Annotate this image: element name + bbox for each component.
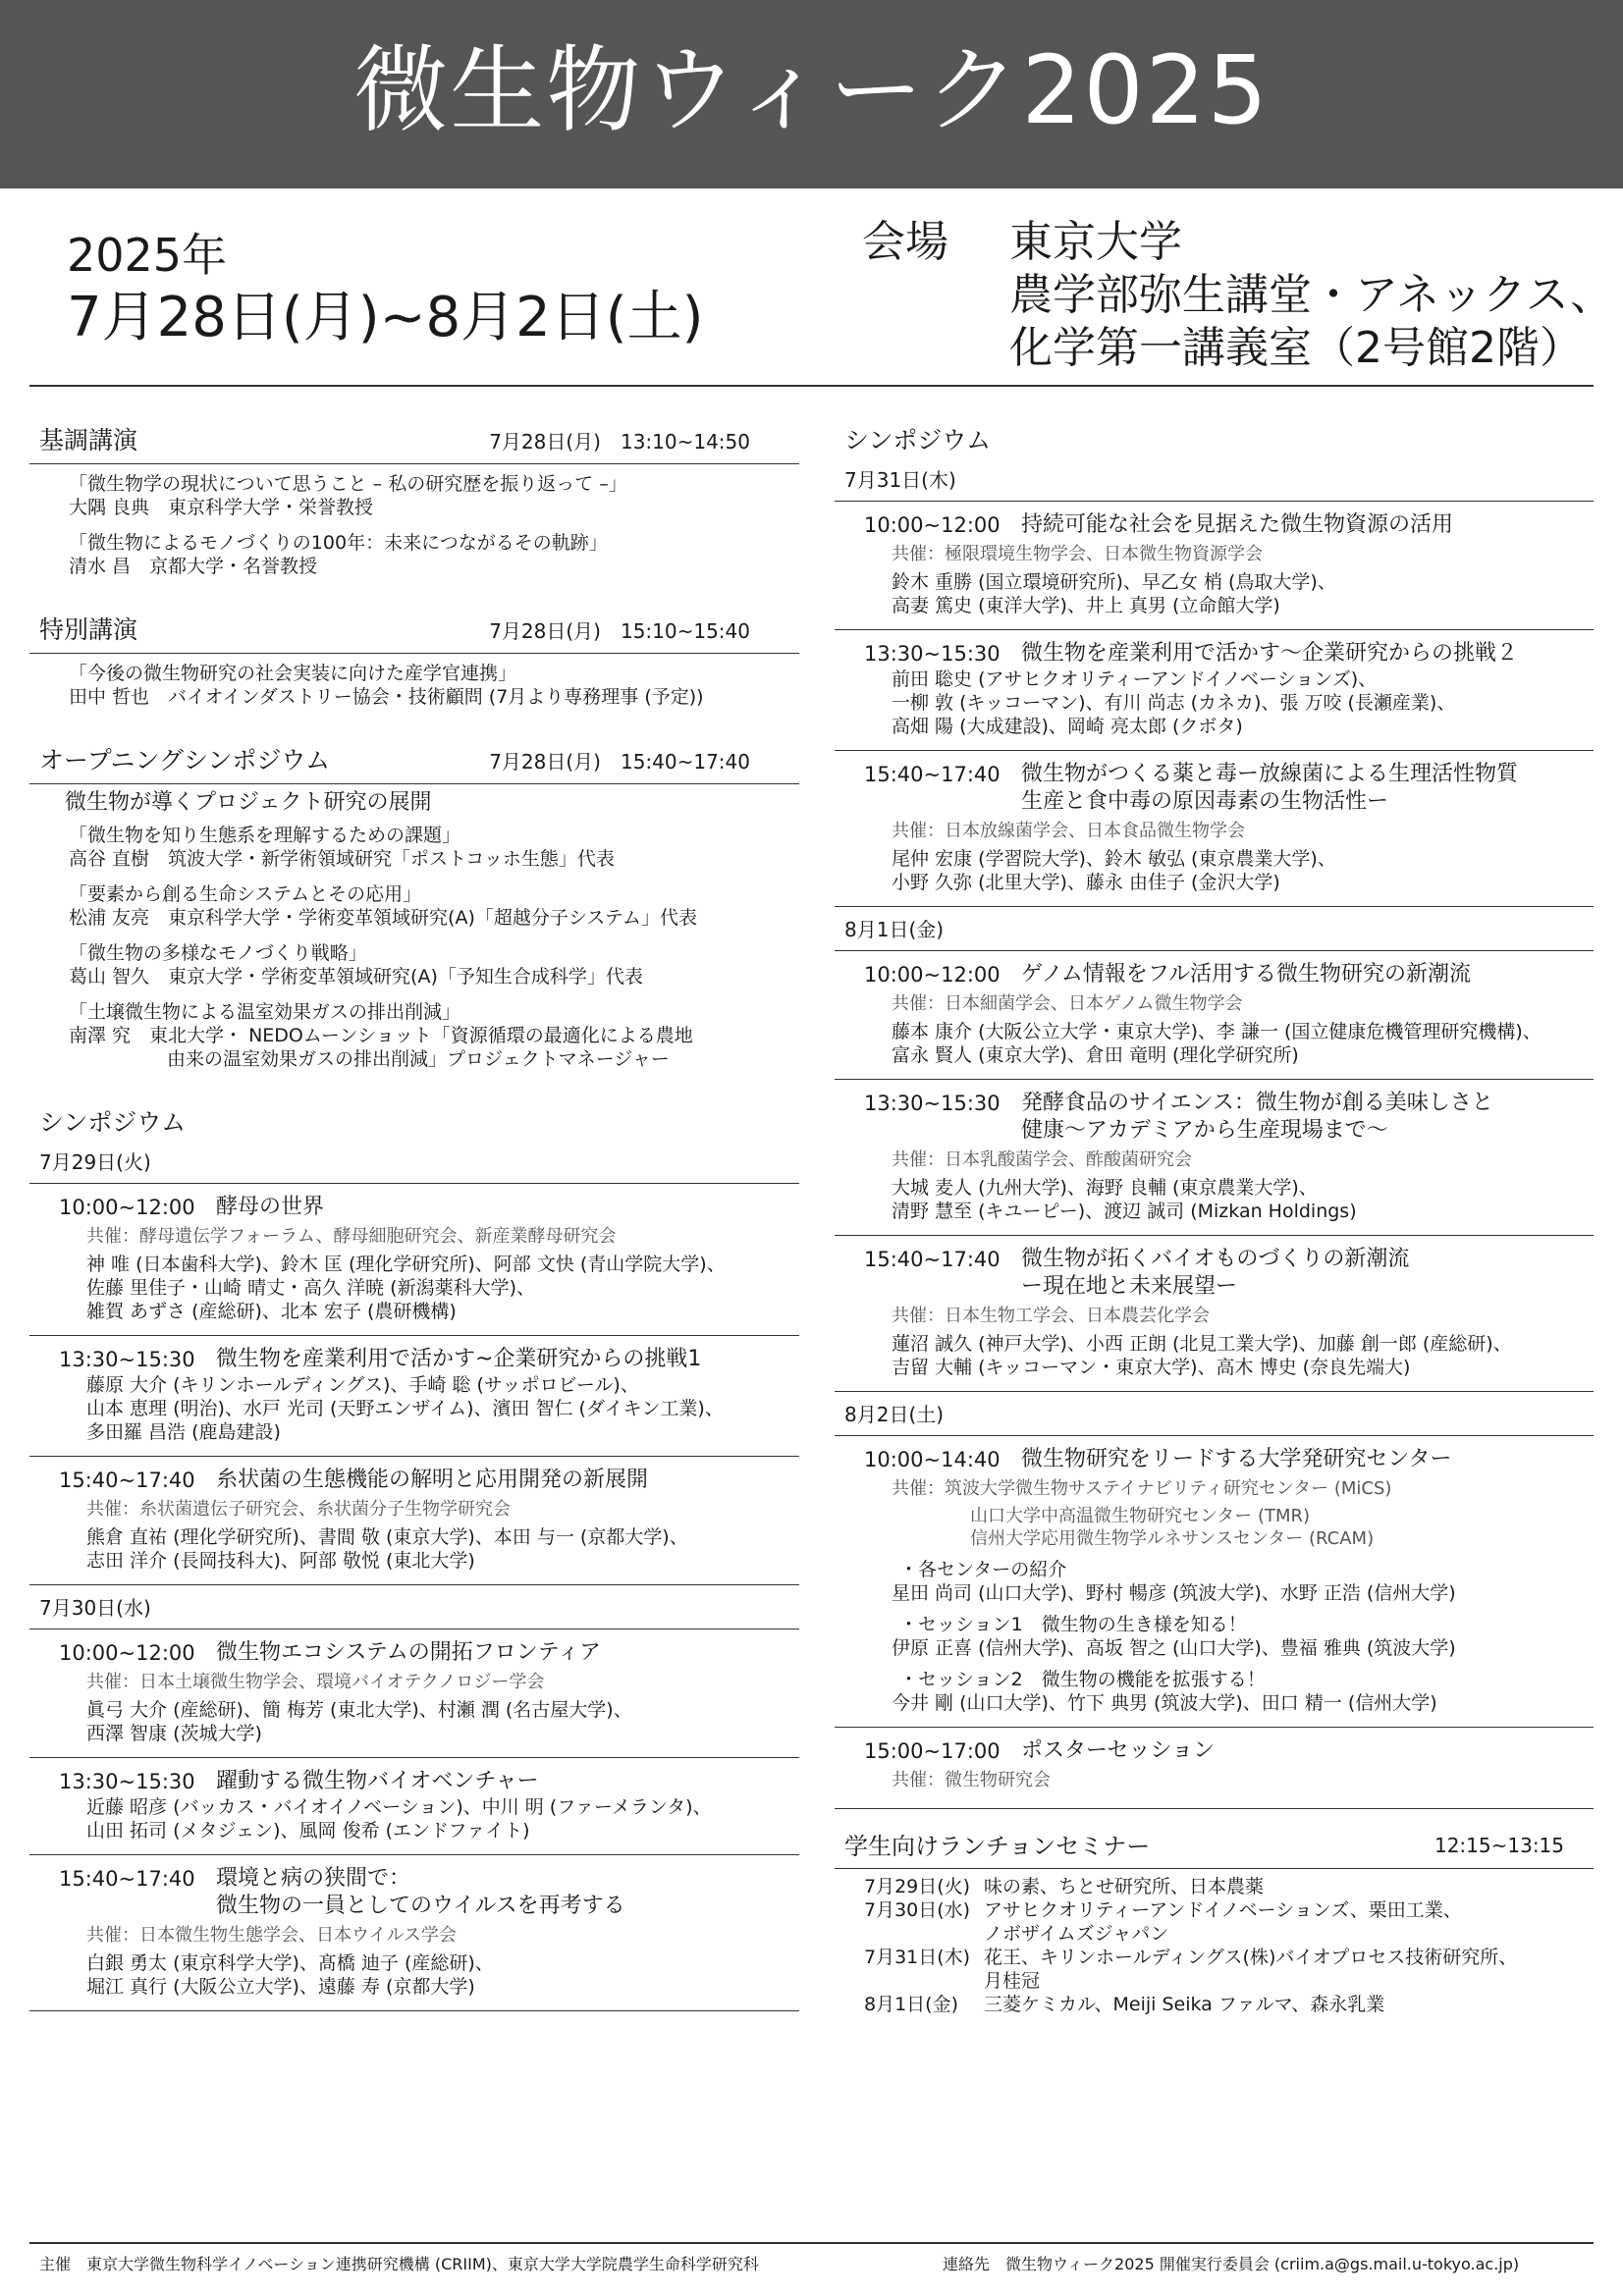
session-slot	[29, 1629, 799, 1758]
session-title: 微生物がつくる薬と毒ー放線菌による生理活性物質	[1021, 762, 1519, 786]
session-slot	[835, 502, 1594, 630]
speakers: 星田 尚司 (山口大学)、野村 暢彦 (筑波大学)、水野 正浩 (信州大学)	[892, 1582, 1456, 1604]
session-title: 躍動する微生物バイオベンチャー	[216, 1769, 539, 1793]
speakers: 今井 剛 (山口大学)、竹下 典男 (筑波大学)、田口 精一 (信州大学)	[892, 1692, 1437, 1714]
session-title-block	[1021, 511, 1453, 539]
session-slot	[835, 951, 1594, 1080]
organizer: 主催 東京大学微生物科学イノベーション連携研究機構 (CRIIM)、東京大学大学院農学生命科学研究科	[39, 2255, 759, 2273]
section-title: シンポジウム	[39, 1108, 187, 1137]
symposium-days	[29, 1140, 799, 2011]
day-label: 7月31日(木)	[835, 457, 1594, 502]
session-header	[59, 1346, 799, 1373]
luncheon-date: 7月30日(水)	[864, 1899, 971, 1921]
cosponsor: 共催：筑波大学微生物サステイナビリティ研究センター (MiCS)	[892, 1478, 1392, 1499]
session-slot	[29, 1457, 799, 1585]
speakers: 鈴木 重勝 (国立環境研究所)、早乙女 梢 (鳥取大学)、	[892, 571, 1336, 593]
session-header	[59, 1768, 799, 1795]
cosponsor: 共催：酵母遺伝学フォーラム、酵母細胞研究会、新産業酵母研究会	[86, 1226, 617, 1247]
session-header	[864, 511, 1594, 539]
symposium-section-right	[835, 412, 1594, 1809]
luncheon-row	[864, 1898, 1594, 1922]
subsection-title: ・各センターの紹介	[899, 1559, 1067, 1580]
speakers: 吉留 大輔 (キッコーマン・東京大学)、高木 博史 (奈良先端大)	[892, 1357, 1411, 1378]
speakers: 佐藤 里佳子・山崎 晴丈・高久 洋暁 (新潟薬科大学)、	[86, 1277, 535, 1299]
subsection-title: ・セッション1 微生物の生き様を知る！	[899, 1614, 1247, 1635]
symposium-days	[835, 457, 1594, 1809]
session-title-block	[1021, 1246, 1409, 1301]
luncheon-list	[835, 1869, 1594, 2016]
luncheon-sponsors: 月桂冠	[984, 1970, 1041, 1992]
luncheon-sponsors: 花王、キリンホールディングス(株)バイオプロセス技術研究所、	[984, 1947, 1518, 1968]
session-title-block	[216, 1194, 324, 1221]
talk	[69, 662, 799, 709]
speakers: 山本 恵理 (明治)、水戸 光司 (天野エンザイム)、濱田 智仁 (ダイキン工業)、	[86, 1398, 724, 1419]
session-time: 15:40~17:40	[864, 1248, 1001, 1271]
session-title: 微生物が拓くバイオものづくりの新潮流	[1021, 1247, 1410, 1271]
session-header	[59, 1467, 799, 1494]
session-title-block	[1021, 640, 1518, 667]
session-title: ゲノム情報をフル活用する微生物研究の新潮流	[1021, 962, 1472, 987]
talk-title: 「土壌微生物による温室効果ガスの排出削減」	[69, 1001, 461, 1023]
session-time: 10:00~12:00	[864, 963, 1001, 987]
session-slot	[835, 1728, 1594, 1809]
subsection-title: ・セッション2 微生物の機能を拡張する！	[899, 1669, 1266, 1690]
session-time: 15:40~17:40	[59, 1468, 195, 1492]
luncheon-sponsors: 味の素、ちとせ研究所、日本農薬	[984, 1876, 1265, 1897]
left-column	[29, 412, 799, 2017]
header-divider	[29, 385, 1594, 387]
cosponsor: 共催：糸状菌遺伝子研究会、糸状菌分子生物学研究会	[86, 1499, 511, 1520]
cosponsor: 共催：日本微生物生態学会、日本ウイルス学会	[86, 1925, 457, 1946]
session-time: 15:00~17:00	[864, 1739, 1001, 1763]
speakers: 前田 聡史 (アサヒクオリティーアンドイノベーションズ)、	[892, 668, 1378, 690]
luncheon-date: 8月1日(金)	[864, 1994, 959, 2015]
session-header	[864, 640, 1594, 667]
session-time: 10:00~12:00	[59, 1196, 195, 1219]
session-slot	[835, 1436, 1594, 1728]
speakers: 高畑 陽 (大成建設)、岡崎 亮太郎 (クボタ)	[892, 716, 1243, 737]
session-title-block	[216, 1768, 539, 1795]
speakers: 大城 麦人 (九州大学)、海野 良輔 (東京農業大学)、	[892, 1177, 1318, 1199]
session-title-block	[1021, 761, 1518, 816]
day-label: 8月2日(土)	[835, 1392, 1594, 1436]
session-time: 13:30~15:30	[864, 642, 1001, 666]
session-title: 微生物研究をリードする大学発研究センター	[1021, 1447, 1452, 1471]
session-header	[864, 761, 1594, 816]
talk-speaker: 清水 昌 京都大学・名誉教授	[69, 556, 318, 577]
speakers: 神 唯 (日本歯科大学)、鈴木 匡 (理化学研究所)、阿部 文快 (青山学院大学)、	[86, 1254, 726, 1275]
talk-speaker-cont: 由来の温室効果ガスの排出削減」プロジェクトマネージャー	[167, 1048, 670, 1070]
section-title: 基調講演	[39, 426, 138, 454]
event-dates	[67, 228, 703, 353]
event-date-range: 7月28日(月)~8月2日(土)	[67, 286, 704, 349]
cosponsor: 共催：日本放線菌学会、日本食品微生物学会	[892, 821, 1245, 841]
cosponsor: 共催：日本土壌微生物学会、環境バイオテクノロジー学会	[86, 1672, 545, 1692]
event-title: 微生物ウィーク2025	[353, 35, 1270, 145]
talk-speaker: 葛山 智久 東京大学・学術変革領域研究(A)「予知生合成科学」代表	[69, 966, 643, 988]
luncheon-sponsors: 三菱ケミカル、Meiji Seika ファルマ、森永乳業	[984, 1994, 1385, 2015]
day-label: 7月29日(火)	[29, 1140, 799, 1184]
venue-line: 農学部弥生講堂・アネックス、	[1009, 270, 1614, 320]
session-title-block	[1021, 1090, 1493, 1145]
session-title-block	[216, 1467, 648, 1494]
session-header	[864, 1737, 1594, 1765]
session-time: 13:30~15:30	[59, 1348, 195, 1371]
speakers: 西澤 智康 (茨城大学)	[86, 1723, 262, 1744]
section-title: オープニングシンポジウム	[39, 746, 331, 774]
session-slot	[29, 1184, 799, 1336]
speakers: 尾仲 宏康 (学習院大学)、鈴木 敏弘 (東京農業大学)、	[892, 848, 1336, 870]
luncheon-row	[864, 1993, 1594, 2016]
talk-speaker: 高谷 直樹 筑波大学・新学術領域研究「ポストコッホ生態」代表	[69, 848, 615, 870]
session-slot	[29, 1336, 799, 1457]
speakers: 多田羅 昌浩 (鹿島建設)	[86, 1421, 281, 1443]
speakers: 眞弓 大介 (産総研)、簡 梅芳 (東北大学)、村瀬 潤 (名古屋大学)、	[86, 1699, 632, 1721]
right-column	[835, 412, 1594, 2022]
session-title: 微生物を産業利用で活かす~企業研究からの挑戦1	[216, 1347, 702, 1371]
section-time: 7月28日(月) 15:10~15:40	[489, 619, 750, 643]
talk	[69, 472, 799, 519]
talk-title: 「微生物の多様なモノづくり戦略」	[69, 942, 367, 964]
talk-speaker: 松浦 友亮 東京科学大学・学術変革領域研究(A)「超越分子システム」代表	[69, 907, 697, 929]
symposium-section-left	[29, 1095, 799, 2011]
speakers: 清野 慧至 (キユーピー)、渡辺 誠司 (Mizkan Holdings)	[892, 1201, 1357, 1222]
talk	[69, 882, 799, 930]
luncheon-section	[835, 1815, 1594, 2016]
luncheon-row	[864, 1969, 1594, 1993]
cosponsor: 共催：日本生物工学会、日本農芸化学会	[892, 1306, 1210, 1326]
session-time: 10:00~12:00	[59, 1641, 195, 1665]
speakers: 高妻 篤史 (東洋大学)、井上 真男 (立命館大学)	[892, 595, 1280, 616]
keynote-section	[29, 412, 799, 596]
talk	[69, 1000, 799, 1071]
session-title-block	[1021, 961, 1471, 988]
session-header	[59, 1865, 799, 1920]
session-title: 微生物の一員としてのウイルスを再考する	[216, 1894, 625, 1918]
session-time: 15:40~17:40	[59, 1867, 195, 1891]
section-title: 特別講演	[39, 615, 138, 644]
speakers: 近藤 昭彦 (バッカス・バイオイノベーション)、中川 明 (ファーメランタ)、	[86, 1796, 712, 1818]
luncheon-row	[864, 1875, 1594, 1898]
section-time: 7月28日(月) 15:40~17:40	[489, 750, 750, 774]
luncheon-date	[864, 1969, 984, 1993]
session-time: 10:00~12:00	[864, 513, 1001, 537]
session-title: 微生物エコシステムの開拓フロンティア	[216, 1640, 602, 1665]
luncheon-date: 7月31日(木)	[864, 1947, 971, 1968]
session-title: 環境と病の狭間で：	[216, 1866, 411, 1891]
session-time: 10:00~14:40	[864, 1448, 1001, 1471]
talk-title: 「今後の微生物研究の社会実装に向けた産学官連携」	[69, 663, 517, 684]
session-title: 微生物を産業利用で活かす～企業研究からの挑戦２	[1021, 641, 1519, 666]
talk-title: 「微生物によるモノづくりの100年：未来につながるその軌跡」	[69, 532, 608, 554]
speakers: 富永 賢人 (東京大学)、倉田 竜明 (理化学研究所)	[892, 1044, 1299, 1066]
talk-speaker: 田中 哲也 バイオインダストリー協会・技術顧問 (7月より専務理事 (予定))	[69, 686, 704, 708]
title-banner	[0, 0, 1623, 188]
talk	[69, 941, 799, 988]
cosponsor: 共催：微生物研究会	[892, 1770, 1051, 1790]
event-year: 2025年	[67, 229, 228, 282]
section-time: 12:15~13:15	[1434, 1834, 1564, 1857]
cosponsor: 共催：日本乳酸菌学会、酢酸菌研究会	[892, 1149, 1192, 1170]
session-header	[864, 1090, 1594, 1145]
section-time: 7月28日(月) 13:10~14:50	[489, 430, 750, 454]
session-title: 酵母の世界	[216, 1195, 325, 1219]
speakers: 伊原 正喜 (信州大学)、高坂 智之 (山口大学)、豊福 雅典 (筑波大学)	[892, 1637, 1456, 1659]
speakers: 藤本 康介 (大阪公立大学・東京大学)、李 謙一 (国立健康危機管理研究機構)、	[892, 1021, 1542, 1042]
speakers: 堀江 真行 (大阪公立大学)、遠藤 寿 (京都大学)	[86, 1976, 475, 1998]
session-title-block	[1021, 1446, 1451, 1473]
luncheon-row	[864, 1946, 1594, 1969]
session-title-block	[216, 1346, 701, 1373]
day-label: 8月1日(金)	[835, 907, 1594, 951]
luncheon-date	[864, 1922, 984, 1946]
session-title: ポスターセッション	[1021, 1738, 1216, 1763]
speakers: 白銀 勇太 (東京科学大学)、髙橋 迪子 (産総研)、	[86, 1952, 494, 1974]
speakers: 熊倉 直祐 (理化学研究所)、書間 敬 (東京大学)、本田 与一 (京都大学)、	[86, 1526, 688, 1548]
session-slot	[835, 1236, 1594, 1392]
session-slot	[835, 1080, 1594, 1236]
talk	[69, 531, 799, 578]
session-time: 13:30~15:30	[59, 1770, 195, 1793]
speakers: 藤原 大介 (キリンホールディングス)、手崎 聡 (サッポロビール)、	[86, 1374, 639, 1396]
session-title: 糸状菌の生態機能の解明と応用開発の新展開	[216, 1468, 649, 1492]
cosponsor: 共催：極限環境生物学会、日本微生物資源学会	[892, 544, 1263, 564]
session-header	[59, 1639, 799, 1667]
speakers: 小野 久弥 (北里大学)、藤永 由佳子 (金沢大学)	[892, 872, 1280, 893]
speakers: 雑賀 あずさ (産総研)、北本 宏子 (農研機構)	[86, 1301, 457, 1322]
session-slot	[29, 1855, 799, 2011]
cosponsor-cont: 山口大学中高温微生物研究センター (TMR)	[970, 1506, 1311, 1526]
contact: 連絡先 微生物ウィーク2025 開催実行委員会 (criim.a@gs.mail.u-tokyo.ac.jp)	[943, 2255, 1520, 2273]
venue-line: 東京大学	[1009, 217, 1182, 267]
opening-symposium-section	[29, 732, 799, 1089]
speakers: 一柳 敦 (キッコーマン)、有川 尚志 (カネカ)、張 万咬 (長瀬産業)、	[892, 692, 1456, 714]
luncheon-date: 7月29日(火)	[864, 1876, 971, 1897]
talk	[69, 824, 799, 871]
session-title-block	[216, 1639, 601, 1667]
session-title: 健康～アカデミアから生産現場まで～	[1021, 1118, 1388, 1143]
cosponsor-cont: 信州大学応用微生物学ルネサンスセンター (RCAM)	[970, 1528, 1375, 1549]
special-lecture-section	[29, 602, 799, 726]
talk-speaker: 大隅 良典 東京科学大学・栄誉教授	[69, 497, 374, 518]
session-title: 生産と食中毒の原因毒素の生物活性ー	[1021, 789, 1389, 814]
luncheon-sponsors: アサヒクオリティーアンドイノベーションズ、栗田工業、	[984, 1899, 1462, 1921]
talk-speaker: 南澤 究 東北大学・ NEDOムーンショット「資源循環の最適化による農地	[69, 1025, 693, 1046]
session-header	[59, 1194, 799, 1221]
section-title: 学生向けランチョンセミナー	[844, 1833, 1151, 1860]
session-slot	[835, 630, 1594, 751]
session-header	[864, 1246, 1594, 1301]
cosponsor: 共催：日本細菌学会、日本ゲノム微生物学会	[892, 993, 1243, 1014]
section-title: シンポジウム	[844, 426, 992, 454]
session-title-block	[1021, 1737, 1215, 1765]
speakers: 山田 拓司 (メタジェン)、風岡 俊希 (エンドファイト)	[86, 1820, 530, 1842]
session-title: 発酵食品のサイエンス：微生物が創る美味しさと	[1021, 1091, 1493, 1115]
session-title: ー現在地と未来展望ー	[1021, 1274, 1238, 1299]
talk-title: 「微生物学の現状について思うこと – 私の研究歴を振り返って –」	[69, 473, 627, 495]
session-title: 持続可能な社会を見据えた微生物資源の活用	[1021, 512, 1454, 537]
session-header	[864, 961, 1594, 988]
luncheon-row	[864, 1922, 1594, 1946]
session-title-block	[216, 1865, 625, 1920]
footer	[29, 2242, 1594, 2273]
session-header	[864, 1446, 1594, 1473]
speakers: 志田 洋介 (長岡技科大)、阿部 敬悦 (東北大学)	[86, 1550, 475, 1572]
talk-title: 「微生物を知り生態系を理解するための課題」	[69, 825, 461, 846]
venue-line: 化学第一講義室（2号館2階）	[1009, 323, 1583, 373]
session-time: 15:40~17:40	[864, 763, 1001, 786]
venue-label: 会場	[862, 217, 948, 267]
talk-title: 「要素から創る生命システムとその応用」	[69, 883, 422, 905]
session-slot	[835, 751, 1594, 907]
day-label: 7月30日(水)	[29, 1585, 799, 1629]
opening-subtitle: 微生物が導くプロジェクト研究の展開	[65, 790, 432, 815]
speakers: 蓮沼 誠久 (神戸大学)、小西 正朗 (北見工業大学)、加藤 創一郎 (産総研)、	[892, 1333, 1512, 1355]
session-time: 13:30~15:30	[864, 1092, 1001, 1115]
luncheon-sponsors: ノボザイムズジャパン	[984, 1923, 1169, 1945]
session-slot	[29, 1758, 799, 1855]
